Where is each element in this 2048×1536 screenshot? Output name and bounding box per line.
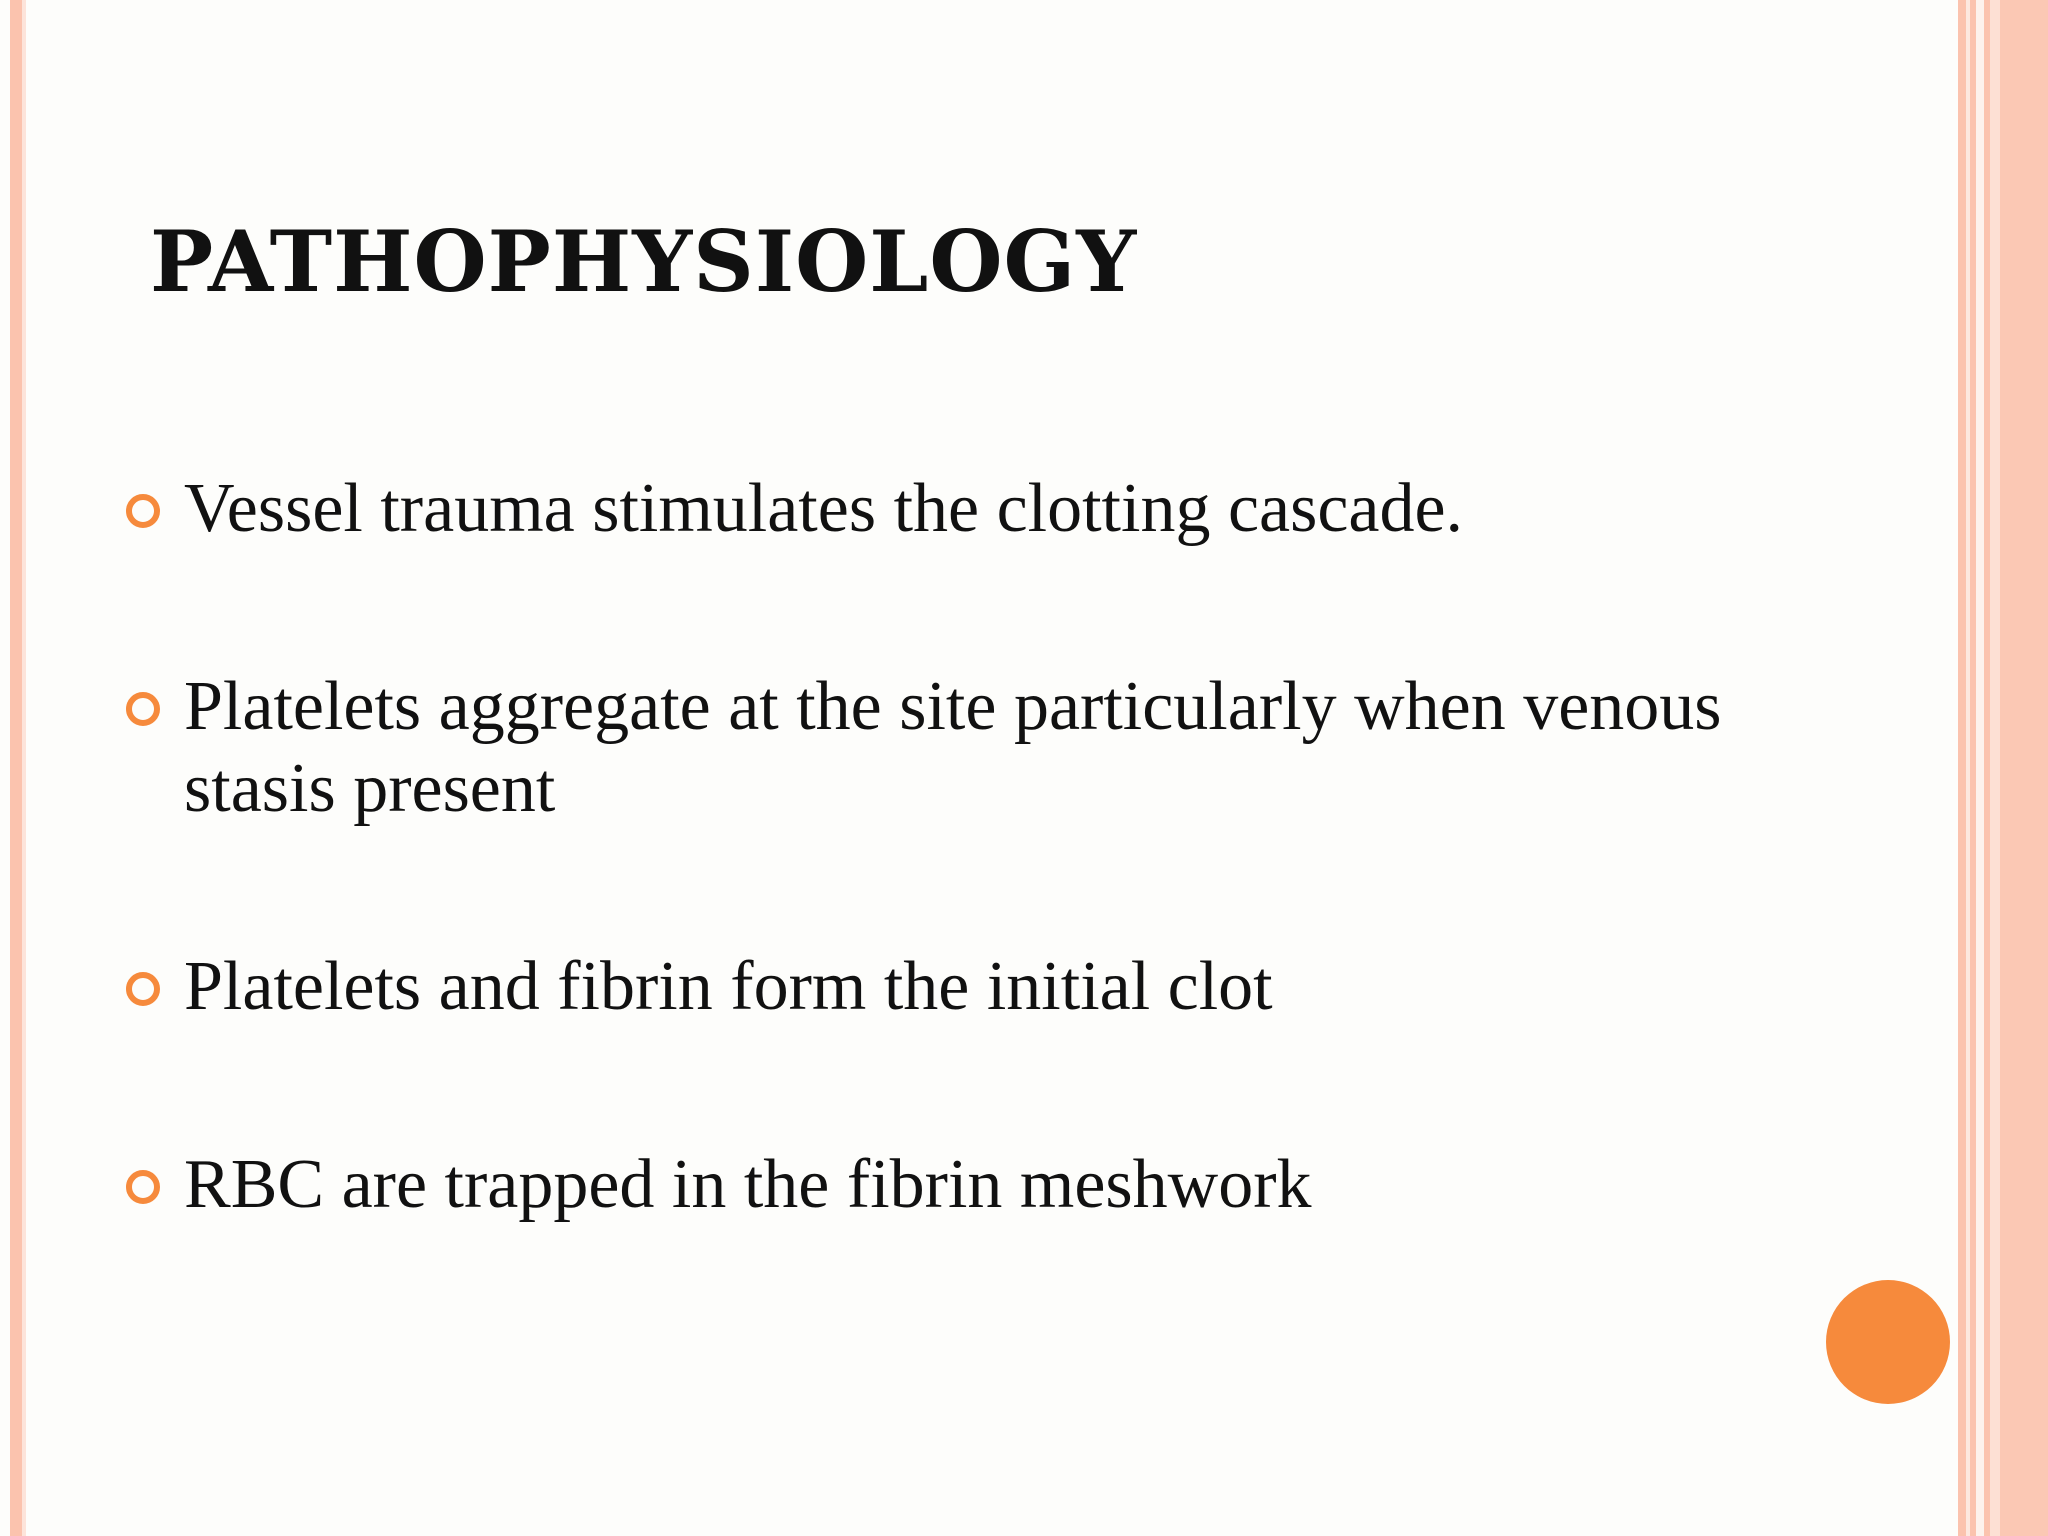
bullet-text: Platelets aggregate at the site particularly when venous stasis present	[184, 668, 1722, 827]
bullet-item	[126, 1144, 1826, 1226]
hollow-circle-icon	[126, 972, 160, 1006]
right-border-stripe	[1990, 0, 2000, 1536]
bullet-text: Vessel trauma stimulates the clotting cascade.	[184, 470, 1464, 547]
bullet-text: Platelets and fibrin form the initial clot	[184, 948, 1273, 1025]
bullet-item	[126, 468, 1826, 550]
filled-circle-icon	[1826, 1280, 1950, 1404]
right-border-stripe	[1976, 0, 1984, 1536]
hollow-circle-icon	[126, 692, 160, 726]
bullet-item	[126, 946, 1826, 1028]
right-border-stripe	[2000, 0, 2048, 1536]
left-border-stripe	[10, 0, 22, 1536]
bullet-list	[126, 468, 1826, 1342]
left-border-stripe	[22, 0, 26, 1536]
hollow-circle-icon	[126, 494, 160, 528]
slide-title: PATHOPHYSIOLOGY	[150, 212, 1138, 311]
bullet-text: RBC are trapped in the fibrin meshwork	[184, 1146, 1312, 1223]
bullet-item	[126, 666, 1826, 830]
right-border-stripe	[1958, 0, 1966, 1536]
hollow-circle-icon	[126, 1170, 160, 1204]
